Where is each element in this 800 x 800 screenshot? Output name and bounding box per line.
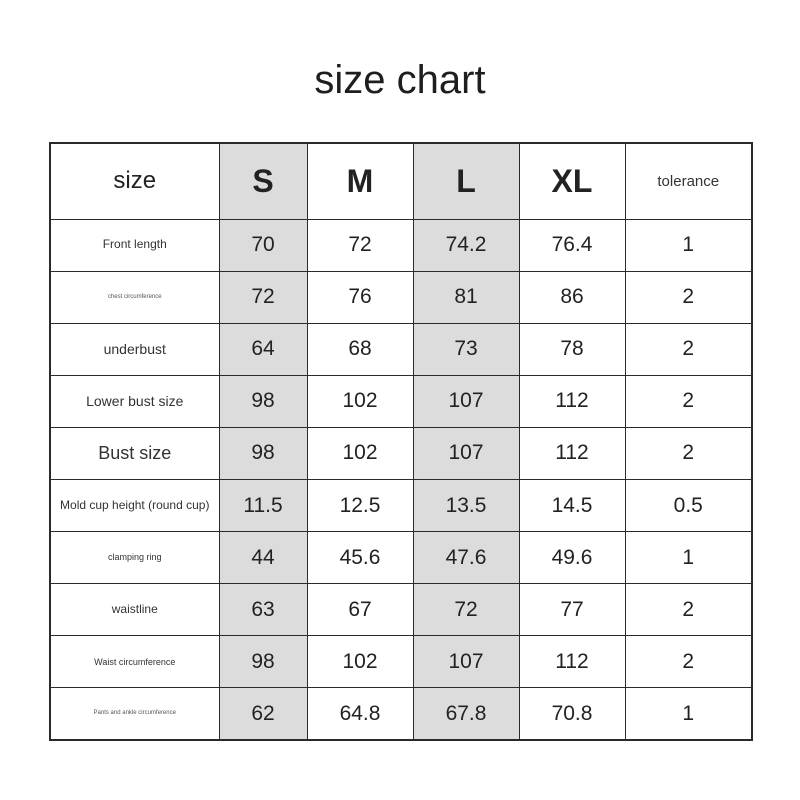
value-xl: 86 [519, 271, 625, 323]
value-s: 98 [219, 427, 307, 479]
tolerance-value: 1 [625, 219, 752, 271]
value-xl: 112 [519, 636, 625, 688]
size-column-header: size [50, 143, 219, 219]
value-l: 67.8 [413, 688, 519, 740]
value-s: 64 [219, 323, 307, 375]
page-title: size chart [314, 58, 486, 102]
size-chart-table [49, 142, 753, 741]
tolerance-value: 1 [625, 532, 752, 584]
value-xl: 76.4 [519, 219, 625, 271]
value-m: 102 [307, 375, 413, 427]
row-label: clamping ring [50, 532, 219, 584]
table-row [50, 427, 752, 479]
value-m: 64.8 [307, 688, 413, 740]
table-row [50, 688, 752, 740]
tolerance-value: 0.5 [625, 480, 752, 532]
value-l: 72 [413, 584, 519, 636]
value-s: 62 [219, 688, 307, 740]
table-row [50, 584, 752, 636]
value-xl: 78 [519, 323, 625, 375]
value-xl: 70.8 [519, 688, 625, 740]
value-l: 81 [413, 271, 519, 323]
tolerance-value: 2 [625, 584, 752, 636]
value-m: 67 [307, 584, 413, 636]
size-header-m: M [307, 143, 413, 219]
value-l: 73 [413, 323, 519, 375]
table-row [50, 480, 752, 532]
table-row [50, 636, 752, 688]
value-l: 107 [413, 427, 519, 479]
tolerance-value: 1 [625, 688, 752, 740]
value-m: 72 [307, 219, 413, 271]
value-l: 107 [413, 375, 519, 427]
value-m: 45.6 [307, 532, 413, 584]
row-label: chest circumference [50, 271, 219, 323]
row-label: Lower bust size [50, 375, 219, 427]
value-m: 12.5 [307, 480, 413, 532]
value-s: 11.5 [219, 480, 307, 532]
table-row [50, 532, 752, 584]
value-s: 63 [219, 584, 307, 636]
size-header-xl: XL [519, 143, 625, 219]
value-s: 98 [219, 375, 307, 427]
row-label: Mold cup height (round cup) [50, 480, 219, 532]
table-row [50, 219, 752, 271]
table-row [50, 323, 752, 375]
value-s: 98 [219, 636, 307, 688]
value-xl: 112 [519, 427, 625, 479]
value-xl: 77 [519, 584, 625, 636]
value-l: 74.2 [413, 219, 519, 271]
size-header-s: S [219, 143, 307, 219]
tolerance-value: 2 [625, 636, 752, 688]
value-m: 102 [307, 636, 413, 688]
row-label: Front length [50, 219, 219, 271]
row-label: waistline [50, 584, 219, 636]
value-s: 70 [219, 219, 307, 271]
tolerance-value: 2 [625, 427, 752, 479]
value-s: 44 [219, 532, 307, 584]
row-label: Waist circumference [50, 636, 219, 688]
tolerance-header: tolerance [625, 143, 752, 219]
table-header-row [50, 143, 752, 219]
row-label: Bust size [50, 427, 219, 479]
value-xl: 112 [519, 375, 625, 427]
tolerance-value: 2 [625, 323, 752, 375]
tolerance-value: 2 [625, 271, 752, 323]
value-s: 72 [219, 271, 307, 323]
size-header-l: L [413, 143, 519, 219]
value-m: 68 [307, 323, 413, 375]
value-xl: 14.5 [519, 480, 625, 532]
table-row [50, 375, 752, 427]
row-label: underbust [50, 323, 219, 375]
value-xl: 49.6 [519, 532, 625, 584]
value-l: 47.6 [413, 532, 519, 584]
value-m: 76 [307, 271, 413, 323]
value-m: 102 [307, 427, 413, 479]
table-row [50, 271, 752, 323]
row-label: Pants and ankle circumference [50, 688, 219, 740]
value-l: 13.5 [413, 480, 519, 532]
tolerance-value: 2 [625, 375, 752, 427]
value-l: 107 [413, 636, 519, 688]
